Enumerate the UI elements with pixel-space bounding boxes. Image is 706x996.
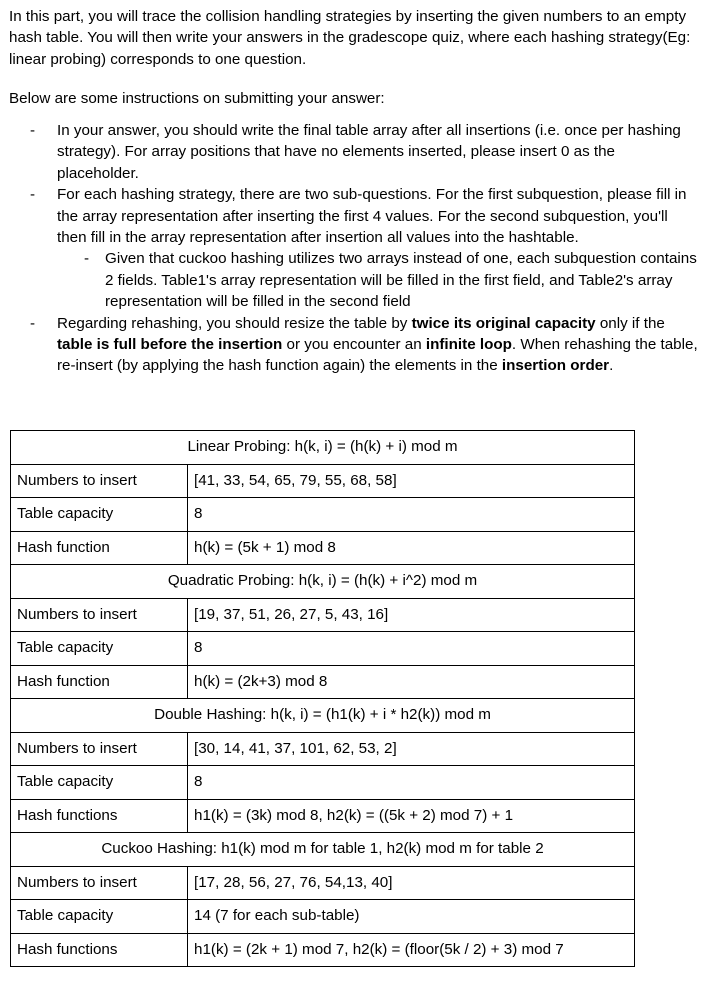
rehash-text: Regarding rehashing, you should resize the table by twice its original capacity only if the table is full before the insertion or you encounter an infinite loop. When rehashing the table, re-insert (by applying the hash function again) the elements in the insertion order. <box>57 314 698 375</box>
emphasis-text: twice its original capacity <box>411 314 596 332</box>
row-value: [19, 37, 51, 26, 27, 5, 43, 16] <box>188 598 635 632</box>
row-label: Table capacity <box>11 632 188 666</box>
row-value: 8 <box>188 498 635 532</box>
quadratic-probing-header: Quadratic Probing: h(k, i) = (h(k) + i^2) mod m <box>11 565 635 599</box>
instruction-list <box>30 120 700 377</box>
table-row <box>11 464 635 498</box>
instruction-text: For each hashing strategy, there are two sub-questions. For the first subquestion, please fill in the array representation after inserting the first 4 values. For the second subquestion, you'll then fill in the array representation after insertion all values into the hashtable. <box>57 186 687 247</box>
emphasis-text: infinite loop <box>425 336 512 354</box>
row-label: Table capacity <box>11 766 188 800</box>
sub-instruction-list <box>57 248 700 312</box>
instruction-text: In your answer, you should write the final table array after all insertions (i.e. once per hashing strategy). For array positions that have no elements inserted, please insert 0 as the placeholder. <box>57 122 681 182</box>
table-section-header <box>11 833 635 867</box>
table-row <box>11 498 635 532</box>
instructions-heading: Below are some instructions on submitting your answer: <box>9 90 385 107</box>
row-label: Table capacity <box>11 900 188 934</box>
table-row <box>11 900 635 934</box>
table-row <box>11 933 635 967</box>
row-value: h(k) = (5k + 1) mod 8 <box>188 531 635 565</box>
table-row <box>11 531 635 565</box>
row-label: Numbers to insert <box>11 598 188 632</box>
row-value: h1(k) = (2k + 1) mod 7, h2(k) = (floor(5k / 2) + 3) mod 7 <box>188 933 635 967</box>
row-label: Hash functions <box>11 799 188 833</box>
cuckoo-hashing-header: Cuckoo Hashing: h1(k) mod m for table 1, h2(k) mod m for table 2 <box>11 833 635 867</box>
row-value: 14 (7 for each sub-table) <box>188 900 635 934</box>
sub-instruction-item <box>84 248 700 312</box>
sub-instruction-text: Given that cuckoo hashing utilizes two arrays instead of one, each subquestion contains 2 fields. Table1's array representation will be filled in the first field, and Table2's array representation will be filled in the second field <box>105 250 697 311</box>
row-label: Table capacity <box>11 498 188 532</box>
hashing-strategies-table <box>10 430 635 967</box>
table-row <box>11 766 635 800</box>
table-row <box>11 598 635 632</box>
bullet-dash: - <box>30 186 36 204</box>
table-section-header <box>11 431 635 465</box>
table-row <box>11 632 635 666</box>
row-value: h1(k) = (3k) mod 8, h2(k) = ((5k + 2) mod 7) + 1 <box>188 799 635 833</box>
emphasis-text: table is full before the insertion <box>57 336 283 354</box>
table-row <box>11 732 635 766</box>
row-label: Hash function <box>11 531 188 565</box>
table-row <box>11 665 635 699</box>
row-value: 8 <box>188 766 635 800</box>
table-row <box>11 866 635 900</box>
row-label: Numbers to insert <box>11 464 188 498</box>
row-label: Hash function <box>11 665 188 699</box>
row-value: [41, 33, 54, 65, 79, 55, 68, 58] <box>188 464 635 498</box>
bullet-dash: - <box>30 314 36 332</box>
instruction-item <box>30 184 700 312</box>
bullet-dash: - <box>30 122 36 139</box>
linear-probing-header: Linear Probing: h(k, i) = (h(k) + i) mod m <box>11 431 635 465</box>
instruction-item <box>30 313 700 377</box>
emphasis-text: insertion order <box>501 357 610 375</box>
intro-paragraph: In this part, you will trace the collision handling strategies by inserting the given numbers to an empty hash table. You will then write your answers in the gradescope quiz, where each hashing strategy(Eg: linear probing) corresponds to one question. <box>9 8 691 68</box>
bullet-dash: - <box>84 250 90 268</box>
table-section-header <box>11 565 635 599</box>
row-label: Numbers to insert <box>11 866 188 900</box>
row-value: [17, 28, 56, 27, 76, 54,13, 40] <box>188 866 635 900</box>
row-value: h(k) = (2k+3) mod 8 <box>188 665 635 699</box>
row-value: [30, 14, 41, 37, 101, 62, 53, 2] <box>188 732 635 766</box>
row-label: Numbers to insert <box>11 732 188 766</box>
table-row <box>11 799 635 833</box>
instruction-item <box>30 120 700 184</box>
row-value: 8 <box>188 632 635 666</box>
row-label: Hash functions <box>11 933 188 967</box>
table-section-header <box>11 699 635 733</box>
double-hashing-header: Double Hashing: h(k, i) = (h1(k) + i * h2(k)) mod m <box>11 699 635 733</box>
